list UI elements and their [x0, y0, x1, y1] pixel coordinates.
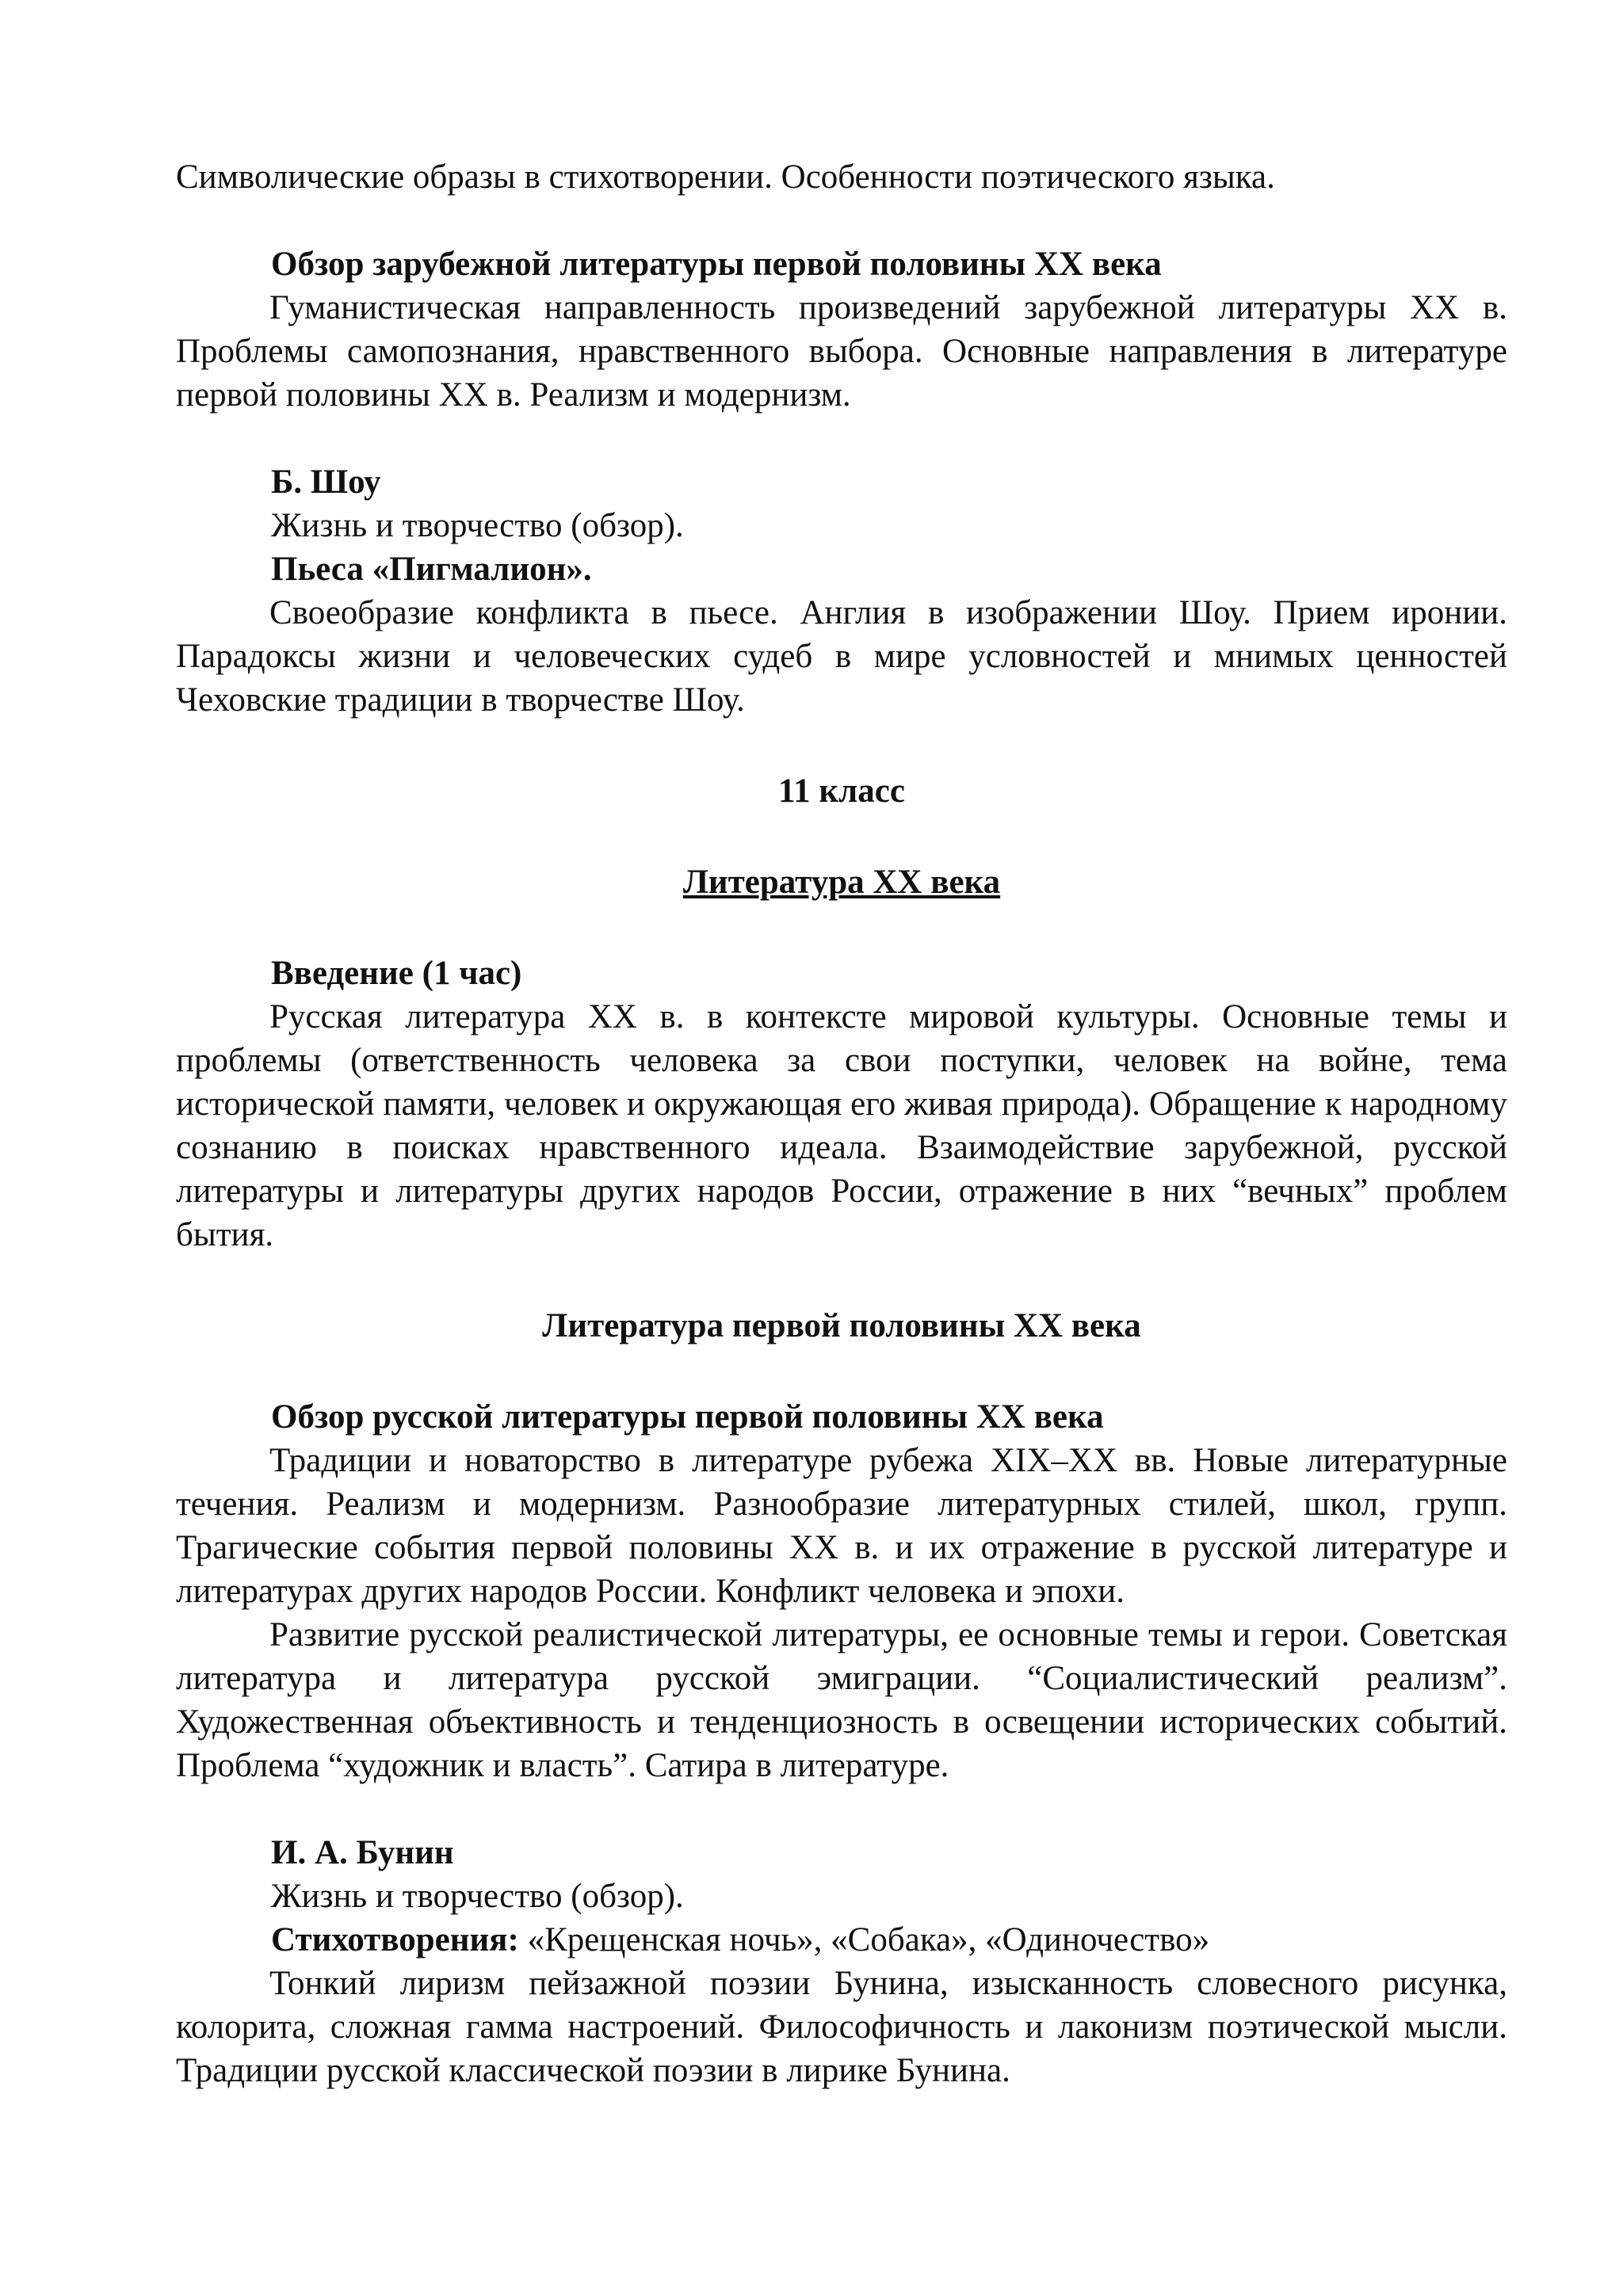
- russian-review-heading: Обзор русской литературы первой половины XX века: [271, 1398, 1104, 1436]
- russian-review-paragraph-1: Традиции и новаторство в литературе рубежа XIX–XX вв. Новые литературные течения. Реализм и модернизм. Разнообразие литературных стилей, школ, групп. Трагические события первой половины XX в. и их отражение в русской литературе и литературах других народов России. Конфликт человека и эпохи.: [176, 1442, 1507, 1610]
- literature-title-text: Литература XX века: [682, 864, 1001, 901]
- bunin-poems-label: Стихотворения:: [271, 1921, 519, 1958]
- intro-heading: Введение (1 час): [271, 955, 522, 992]
- bunin-bio: Жизнь и творчество (обзор).: [271, 1878, 684, 1915]
- intro-text: Русская литература XX в. в контексте мировой культуры. Основные темы и проблемы (ответственность человека за свои поступки, человек на войне, тема исторической памяти, человек и окружающая его живая природа). Обращение к народному сознанию в поисках нравственного идеала. Взаимодействие зарубежной, русской литературы и литературы других народов России, отражение в них “вечных” проблем бытия.: [176, 998, 1507, 1253]
- foreign-review-heading: Обзор зарубежной литературы первой половины XX века: [271, 246, 1162, 283]
- literature-title: [176, 860, 1507, 904]
- top-paragraph: Символические образы в стихотворении. Особенности поэтического языка.: [176, 158, 1275, 196]
- grade-heading: 11 класс: [778, 772, 905, 810]
- foreign-review-text: Гуманистическая направленность произведений зарубежной литературы XX в. Проблемы самопознания, нравственного выбора. Основные направления в литературе первой половины XX в. Реализм и модернизм.: [176, 289, 1507, 414]
- shaw-heading: Б. Шоу: [271, 463, 381, 501]
- shaw-text: Своеобразие конфликта в пьесе. Англия в изображении Шоу. Прием иронии. Парадоксы жизни и человеческих судеб в мире условностей и мнимых ценностей Чеховские традиции в творчестве Шоу.: [176, 594, 1507, 719]
- bunin-poems: [176, 1918, 1507, 1962]
- document-page: [176, 155, 1507, 2092]
- first-half-title: Литература первой половины XX века: [542, 1307, 1141, 1344]
- bunin-text: Тонкий лиризм пейзажной поэзии Бунина, изысканность словесного рисунка, колорита, сложная гамма настроений. Философичность и лаконизм поэтической мысли. Традиции русской классической поэзии в лирике Бунина.: [176, 1965, 1507, 2089]
- shaw-bio: Жизнь и творчество (обзор).: [271, 507, 684, 544]
- bunin-heading: И. А. Бунин: [271, 1834, 454, 1871]
- bunin-poems-list: «Крещенская ночь», «Собака», «Одиночество»: [518, 1921, 1210, 1958]
- shaw-play-heading: Пьеса «Пигмалион».: [271, 551, 592, 588]
- russian-review-paragraph-2: Развитие русской реалистической литературы, ее основные темы и герои. Советская литература и литература русской эмиграции. “Социалистический реализм”. Художественная объективность и тенденциозность в освещении исторических событий. Проблема “художник и власть”. Сатира в литературе.: [176, 1616, 1507, 1784]
